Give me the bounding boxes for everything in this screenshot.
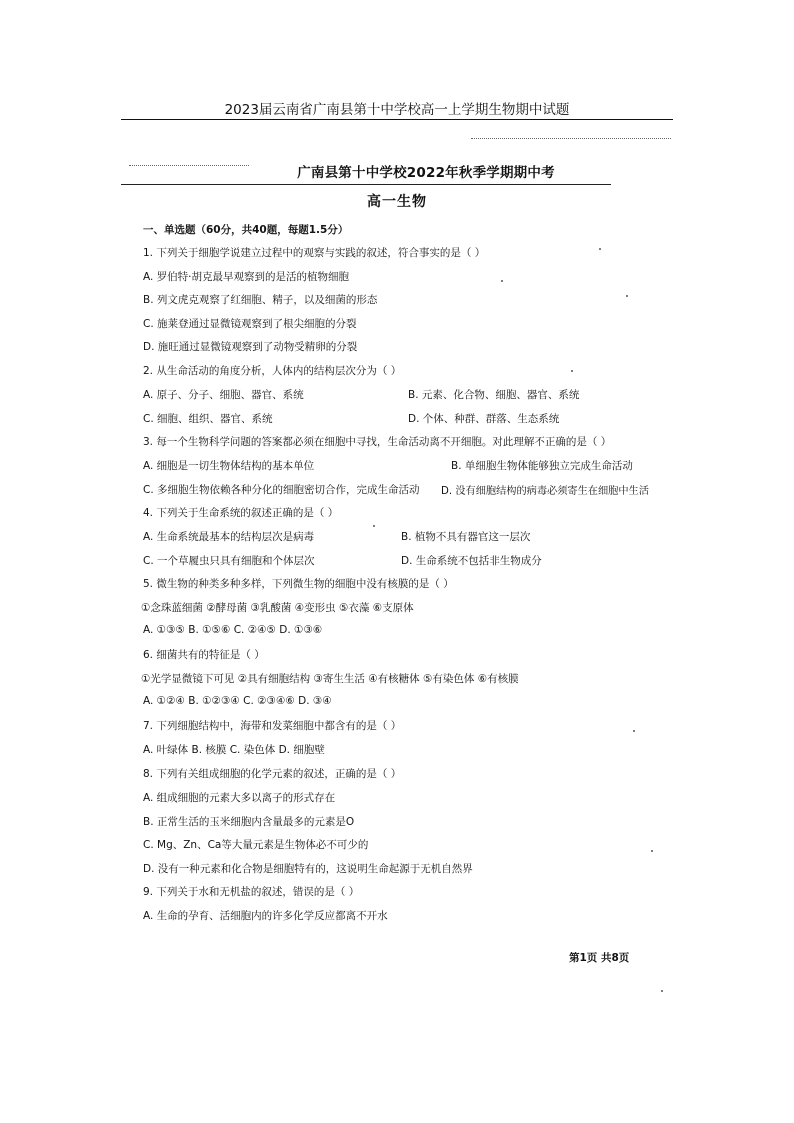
question-4: 4. 下列关于生命系统的叙述正确的是（ ） (143, 507, 339, 519)
scan-speck (571, 370, 573, 372)
q8-option-d: D. 没有一种元素和化合物是细胞特有的，这说明生命起源于无机自然界 (143, 863, 473, 875)
header-rule (121, 119, 673, 120)
q8-option-c: C. Mg、Zn、Ca等大量元素是生物体必不可少的 (143, 839, 369, 851)
q5-items: ①念珠蓝细菌 ②酵母菌 ③乳酸菌 ④变形虫 ⑤衣藻 ⑥支原体 (141, 602, 414, 614)
scan-speck (626, 295, 628, 297)
scanned-page (121, 130, 673, 980)
q4-option-c: C. 一个草履虫只具有细胞和个体层次 (143, 555, 315, 567)
question-7: 7. 下列细胞结构中，海带和发菜细胞中都含有的是（ ） (143, 720, 402, 732)
q4-option-a: A. 生命系统最基本的结构层次是病毒 (143, 531, 315, 543)
q7-answers: A. 叶绿体 B. 核膜 C. 染色体 D. 细胞壁 (143, 744, 325, 756)
section-title: 一、单选题（60分，共40题，每题1.5分） (143, 224, 349, 236)
question-3: 3. 每一个生物科学问题的答案都必须在细胞中寻找，生命活动离不开细胞。对此理解不正确的是（ ） (143, 436, 612, 448)
q2-option-b: B. 元素、化合物、细胞、器官、系统 (408, 389, 580, 401)
scan-speck (651, 850, 653, 852)
q1-option-c: C. 施莱登通过显微镜观察到了根尖细胞的分裂 (143, 318, 357, 330)
subject-title: 高一生物 (367, 194, 427, 210)
q3-option-a: A. 细胞是一切生物体结构的基本单位 (143, 460, 315, 472)
q9-option-a: A. 生命的孕育、活细胞内的许多化学反应都离不开水 (143, 910, 388, 922)
q1-option-a: A. 罗伯特·胡克最早观察到的是活的植物细胞 (143, 271, 350, 283)
q2-option-d: D. 个体、种群、群落、生态系统 (408, 413, 560, 425)
question-1: 1. 下列关于细胞学说建立过程中的观察与实践的叙述，符合事实的是（ ） (143, 247, 486, 259)
title-rule (121, 184, 611, 185)
q8-option-b: B. 正常生活的玉米细胞内含量最多的元素是O (143, 816, 355, 828)
scan-dotted-line-2 (471, 138, 671, 139)
q4-option-b: B. 植物不具有器官这一层次 (401, 531, 531, 543)
q6-items: ①光学显微镜下可见 ②具有细胞结构 ③寄生生活 ④有核糖体 ⑤有染色体 ⑥有核膜 (141, 673, 519, 685)
q1-option-d: D. 施旺通过显微镜观察到了动物受精卵的分裂 (143, 341, 358, 353)
question-9: 9. 下列关于水和无机盐的叙述，错误的是（ ） (143, 886, 360, 898)
page-footer: 第1页 共8页 (569, 952, 630, 964)
question-5: 5. 微生物的种类多种多样，下列微生物的细胞中没有核膜的是（ ） (143, 578, 454, 590)
q1-option-b: B. 列文虎克观察了红细胞、精子，以及细菌的形态 (143, 294, 378, 306)
scan-speck (661, 990, 663, 992)
question-6: 6. 细菌共有的特征是（ ） (143, 649, 265, 661)
q2-option-c: C. 细胞、组织、器官、系统 (143, 413, 273, 425)
question-8: 8. 下列有关组成细胞的化学元素的叙述，正确的是（ ） (143, 768, 402, 780)
q8-option-a: A. 组成细胞的元素大多以离子的形式存在 (143, 792, 336, 804)
scan-speck (599, 248, 601, 250)
scan-dotted-line (129, 165, 249, 166)
q3-option-c: C. 多细胞生物依赖各种分化的细胞密切合作，完成生命活动 (143, 484, 420, 496)
q4-option-d: D. 生命系统不包括非生物成分 (401, 555, 542, 567)
q6-answers: A. ①②④ B. ①②③④ C. ②③④⑥ D. ③④ (143, 695, 332, 707)
question-2: 2. 从生命活动的角度分析，人体内的结构层次分为（ ） (143, 365, 402, 377)
school-title: 广南县第十中学校2022年秋季学期期中考 (297, 165, 555, 181)
scan-speck (373, 525, 375, 527)
scan-speck (633, 730, 635, 732)
q5-answers: A. ①③⑤ B. ①⑤⑥ C. ②④⑤ D. ①③⑥ (143, 624, 323, 636)
q2-option-a: A. 原子、分子、细胞、器官、系统 (143, 389, 304, 401)
q3-option-b: B. 单细胞生物体能够独立完成生命活动 (451, 460, 633, 472)
q3-option-d: D. 没有细胞结构的病毒必须寄生在细胞中生活 (441, 486, 649, 497)
scan-speck (501, 280, 503, 282)
document-header: 2023届云南省广南县第十中学校高一上学期生物期中试题 (224, 102, 570, 118)
